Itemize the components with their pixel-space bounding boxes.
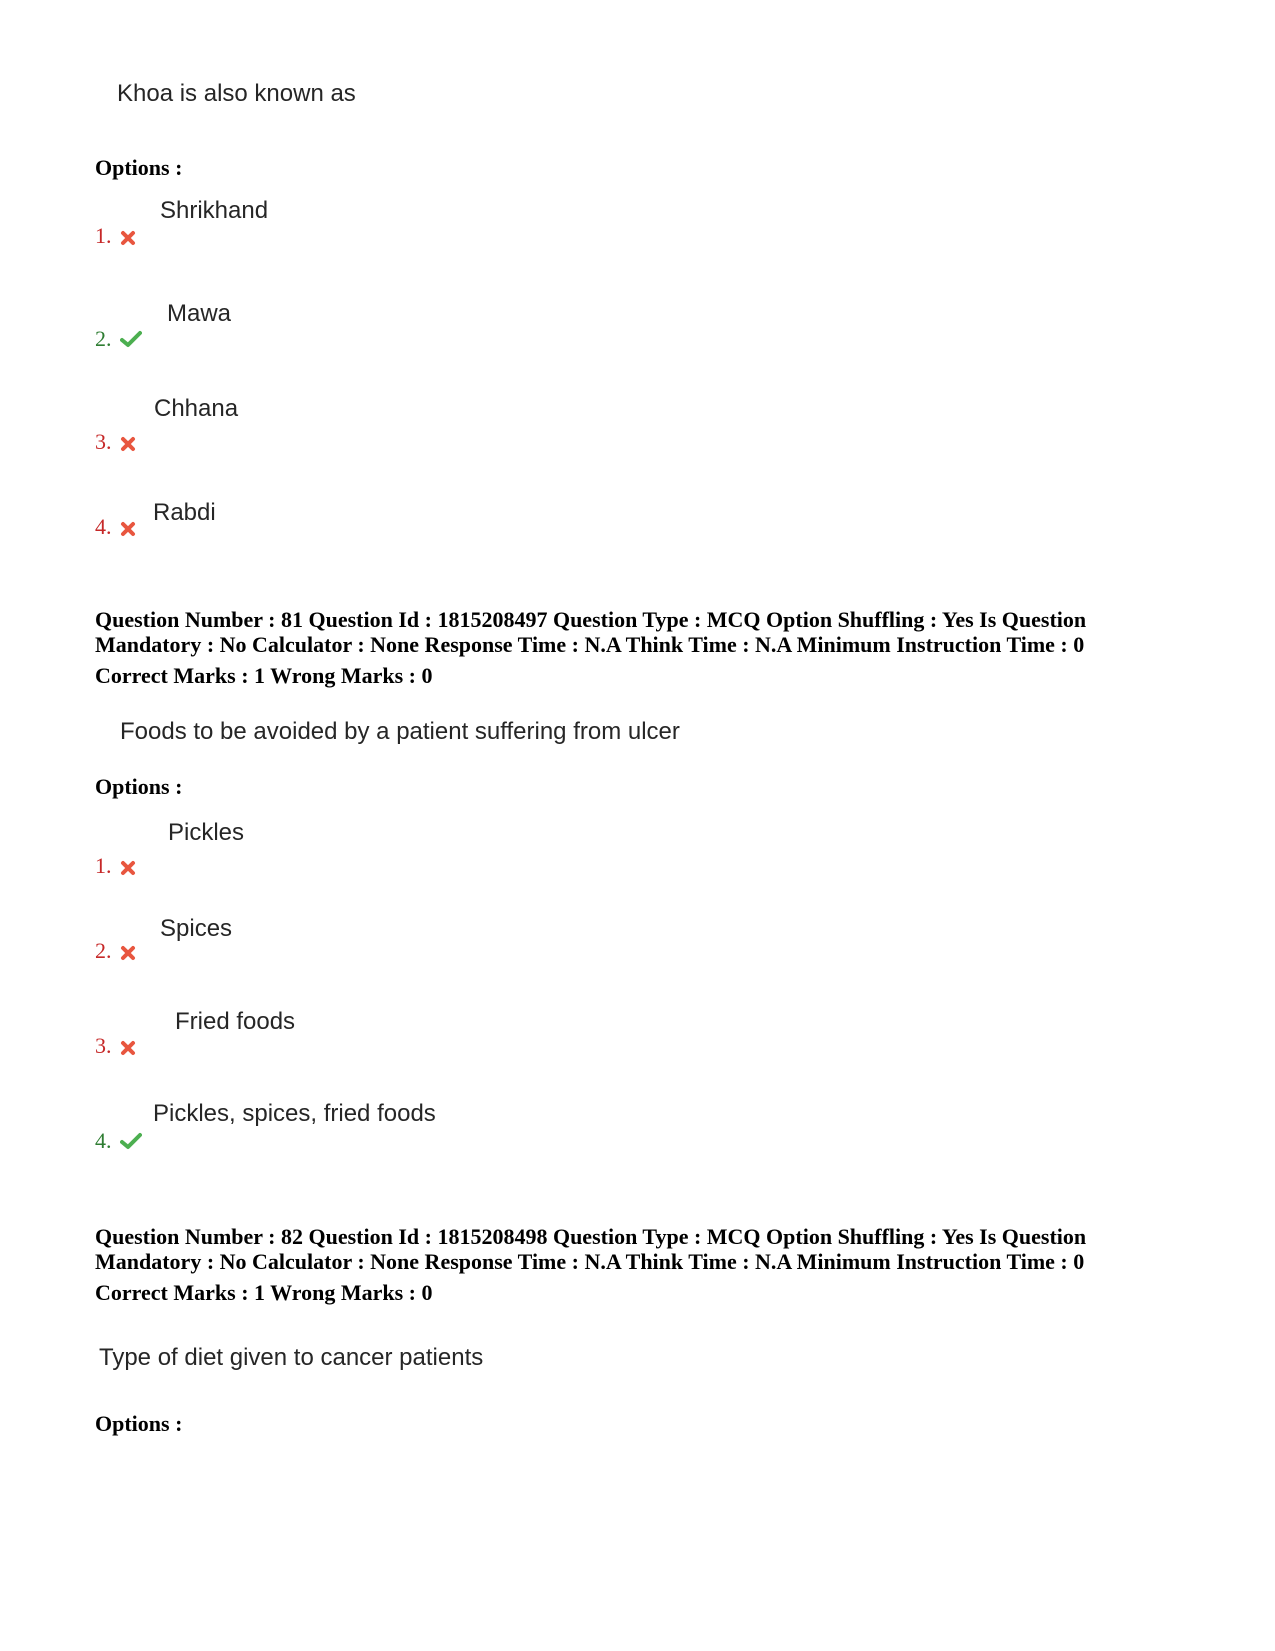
option-number-label: 1.	[95, 223, 112, 248]
question-meta-line: Mandatory : No Calculator : None Response Time : N.A Think Time : N.A Minimum Instruction Time : 0	[95, 1249, 1085, 1274]
cross-icon	[120, 521, 136, 537]
cross-icon	[120, 1040, 136, 1056]
option-text: Rabdi	[153, 499, 216, 526]
option-text: Spices	[160, 915, 233, 942]
question-text: Type of diet given to cancer patients	[99, 1344, 484, 1371]
option-number	[95, 938, 136, 964]
question-meta	[95, 607, 1135, 688]
option-number-label: 4.	[95, 514, 112, 539]
cross-icon	[120, 945, 136, 961]
option-text: Pickles, spices, fried foods	[153, 1100, 436, 1127]
options-label: Options :	[95, 155, 183, 180]
option-number	[95, 1128, 142, 1154]
option-number	[95, 223, 136, 249]
question-marks: Correct Marks : 1 Wrong Marks : 0	[95, 663, 433, 688]
option-number-label: 3.	[95, 1033, 112, 1058]
question-meta	[95, 1224, 1135, 1305]
cross-icon	[120, 436, 136, 452]
option-number	[95, 429, 136, 455]
option-number-label: 3.	[95, 429, 112, 454]
question-meta-line: Mandatory : No Calculator : None Response Time : N.A Think Time : N.A Minimum Instruction Time : 0	[95, 632, 1085, 657]
option-number	[95, 326, 142, 352]
option-text: Mawa	[167, 300, 232, 327]
option-text: Shrikhand	[160, 197, 269, 224]
question-marks: Correct Marks : 1 Wrong Marks : 0	[95, 1280, 433, 1305]
option-number-label: 2.	[95, 938, 112, 963]
question-text: Khoa is also known as	[117, 80, 356, 107]
cross-icon	[120, 860, 136, 876]
option-text: Chhana	[154, 395, 239, 422]
cross-icon	[120, 230, 136, 246]
option-number	[95, 514, 136, 540]
question-meta-line: Question Number : 81 Question Id : 1815208497 Question Type : MCQ Option Shuffling : Yes Is Question	[95, 607, 1087, 632]
option-text: Fried foods	[175, 1008, 296, 1035]
question-text: Foods to be avoided by a patient suffering from ulcer	[120, 718, 680, 745]
check-icon	[120, 330, 142, 348]
options-label: Options :	[95, 774, 183, 799]
option-number-label: 2.	[95, 326, 112, 351]
option-text: Pickles	[168, 819, 245, 846]
check-icon	[120, 1132, 142, 1150]
option-number	[95, 1033, 136, 1059]
option-number-label: 1.	[95, 853, 112, 878]
options-label: Options :	[95, 1411, 183, 1436]
option-number-label: 4.	[95, 1128, 112, 1153]
option-number	[95, 853, 136, 879]
question-meta-line: Question Number : 82 Question Id : 1815208498 Question Type : MCQ Option Shuffling : Yes Is Question	[95, 1224, 1087, 1249]
